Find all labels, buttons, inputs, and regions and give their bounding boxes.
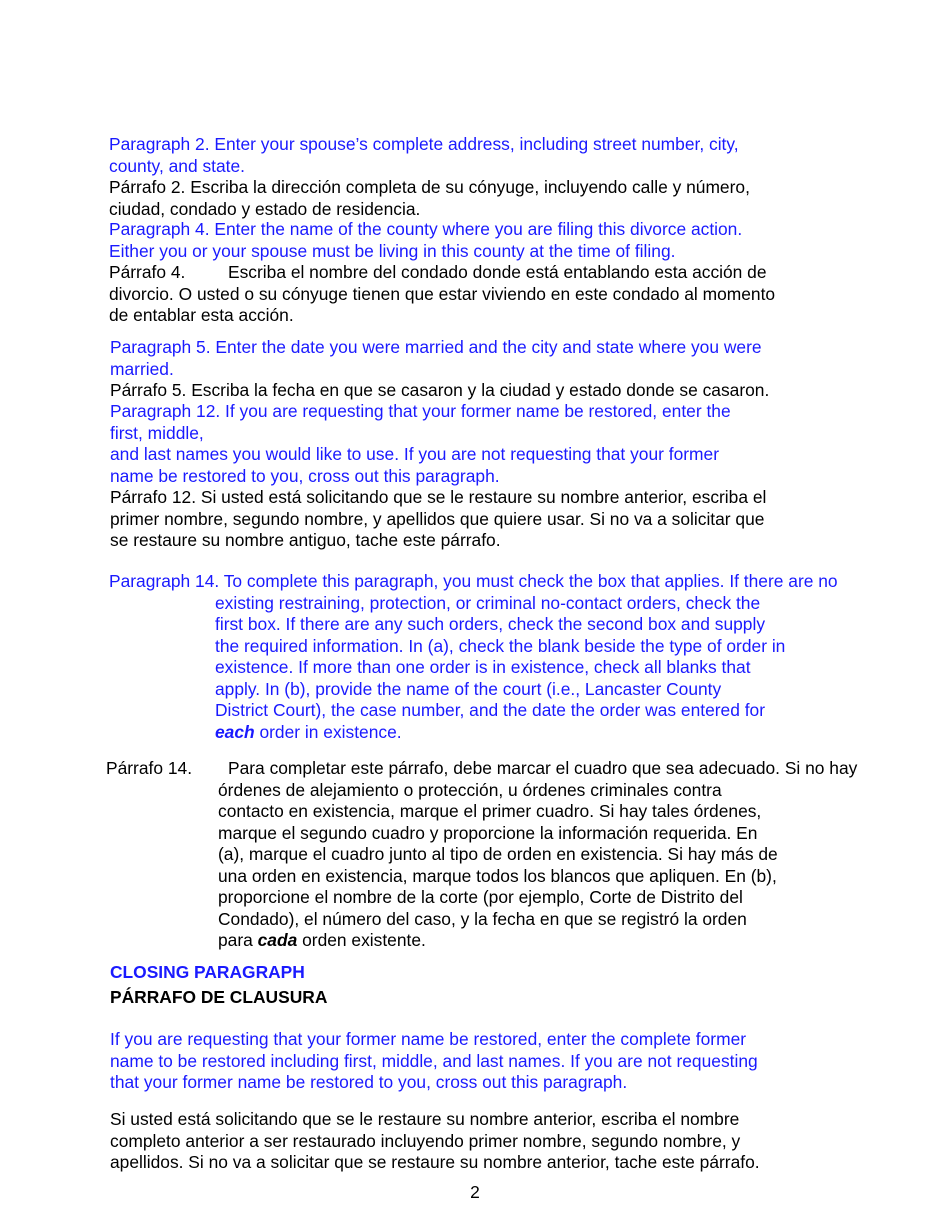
paragraph-5-english [110,337,762,380]
text-line: name to be restored including first, middle, and last names. If you are not requesting [110,1050,758,1071]
text-fragment: Para completar este párrafo, debe marcar el cuadro que sea adecuado. Si no hay [228,758,858,778]
text-line: Párrafo 12. Si usted está solicitando que se le restaure su nombre anterior, escriba el [110,487,767,507]
closing-text-spanish [110,1109,760,1174]
text-line: órdenes de alejamiento o protección, u órdenes criminales contra [218,779,722,800]
text-line: primer nombre, segundo nombre, y apellidos que quiere usar. Si no va a solicitar que [110,508,765,529]
text-line: divorcio. O usted o su cónyuge tienen que estar viviendo en este condado al momento [109,283,776,304]
closing-text-english [110,1029,758,1094]
text-line [106,930,857,952]
text-line: ciudad, condado y estado de residencia. [109,198,421,219]
emphasis-text: cada [257,930,298,950]
text-line: completo anterior a ser restaurado incluyendo primer nombre, segundo nombre, y [110,1130,741,1151]
text-line: Párrafo 2. Escriba la dirección completa de su cónyuge, incluyendo calle y número, [109,177,750,197]
text-line: Paragraph 5. Enter the date you were married and the city and state where you were [110,337,762,357]
paragraph-5-spanish [110,380,769,402]
text-line: existing restraining, protection, or criminal no-contact orders, check the [215,592,761,613]
text-line: the required information. In (a), check the blank beside the type of order in [215,635,786,656]
text-line: Either you or your spouse must be living in this county at the time of filing. [109,240,676,261]
paragraph-2-english [109,134,739,177]
closing-heading-spanish: PÁRRAFO DE CLAUSURA [110,987,328,1007]
paragraph-12-spanish [110,487,766,552]
text-fragment: Escriba el nombre del condado donde está entablando esta acción de [228,262,767,282]
paragraph-label: Párrafo 4. [109,262,186,282]
text-fragment: orden existente. [297,930,426,950]
text-line: first box. If there are any such orders, check the second box and supply [215,614,766,634]
text-line: name be restored to you, cross out this paragraph. [110,465,500,486]
text-line: (a), marque el cuadro junto al tipo de orden en existencia. Si hay más de [218,844,778,864]
text-line: Paragraph 4. Enter the name of the county where you are filing this divorce action. [109,219,743,239]
text-line: existence. If more than one order is in existence, check all blanks that [215,657,751,677]
text-line [109,262,775,284]
text-line: Paragraph 12. If you are requesting that your former name be restored, enter the [110,401,731,421]
paragraph-4-english [109,219,742,262]
text-line: se restaure su nombre antiguo, tache este párrafo. [110,530,501,550]
text-line: married. [110,358,174,379]
text-line [106,758,857,780]
text-line: apellidos. Si no va a solicitar que se restaure su nombre anterior, tache este párrafo. [110,1152,760,1172]
paragraph-4-spanish [109,262,775,327]
text-line: first, middle, [110,422,204,443]
text-line: District Court), the case number, and the date the order was entered for [215,700,766,720]
text-line: Paragraph 2. Enter your spouse’s complete address, including street number, city, [109,134,739,154]
text-line: apply. In (b), provide the name of the court (i.e., Lancaster County [215,678,722,699]
text-line [109,722,838,744]
paragraph-14-english [109,571,838,743]
paragraph-label: Párrafo 14. [106,758,193,778]
text-line: and last names you would like to use. If you are not requesting that your former [110,444,720,464]
text-line: If you are requesting that your former name be restored, enter the complete former [110,1029,747,1049]
text-line: de entablar esta acción. [109,305,294,325]
text-line: marque el segundo cuadro y proporcione la información requerida. En [218,822,758,843]
paragraph-14-spanish [106,758,857,952]
text-line: una orden en existencia, marque todos los blancos que apliquen. En (b), [218,865,777,886]
text-line: proporcione el nombre de la corte (por ejemplo, Corte de Distrito del [218,887,743,907]
paragraph-12-english [110,401,731,487]
text-fragment: para [218,930,258,950]
text-line: Condado), el número del caso, y la fecha en que se registró la orden [218,908,747,929]
text-line: Si usted está solicitando que se le restaure su nombre anterior, escriba el nombre [110,1109,740,1129]
text-line: Paragraph 14. To complete this paragraph, you must check the box that applies. If there are no [109,571,838,591]
closing-heading-english: CLOSING PARAGRAPH [110,962,305,982]
text-line: contacto en existencia, marque el primer cuadro. Si hay tales órdenes, [218,801,762,821]
text-fragment: order in existence. [254,721,402,742]
text-line: county, and state. [109,155,245,176]
emphasis-text: each [215,721,255,742]
page-number: 2 [470,1182,480,1202]
paragraph-2-spanish [109,177,750,220]
text-line: that your former name be restored to you, cross out this paragraph. [110,1072,628,1092]
text-line: Párrafo 5. Escriba la fecha en que se casaron y la ciudad y estado donde se casaron. [110,380,770,400]
